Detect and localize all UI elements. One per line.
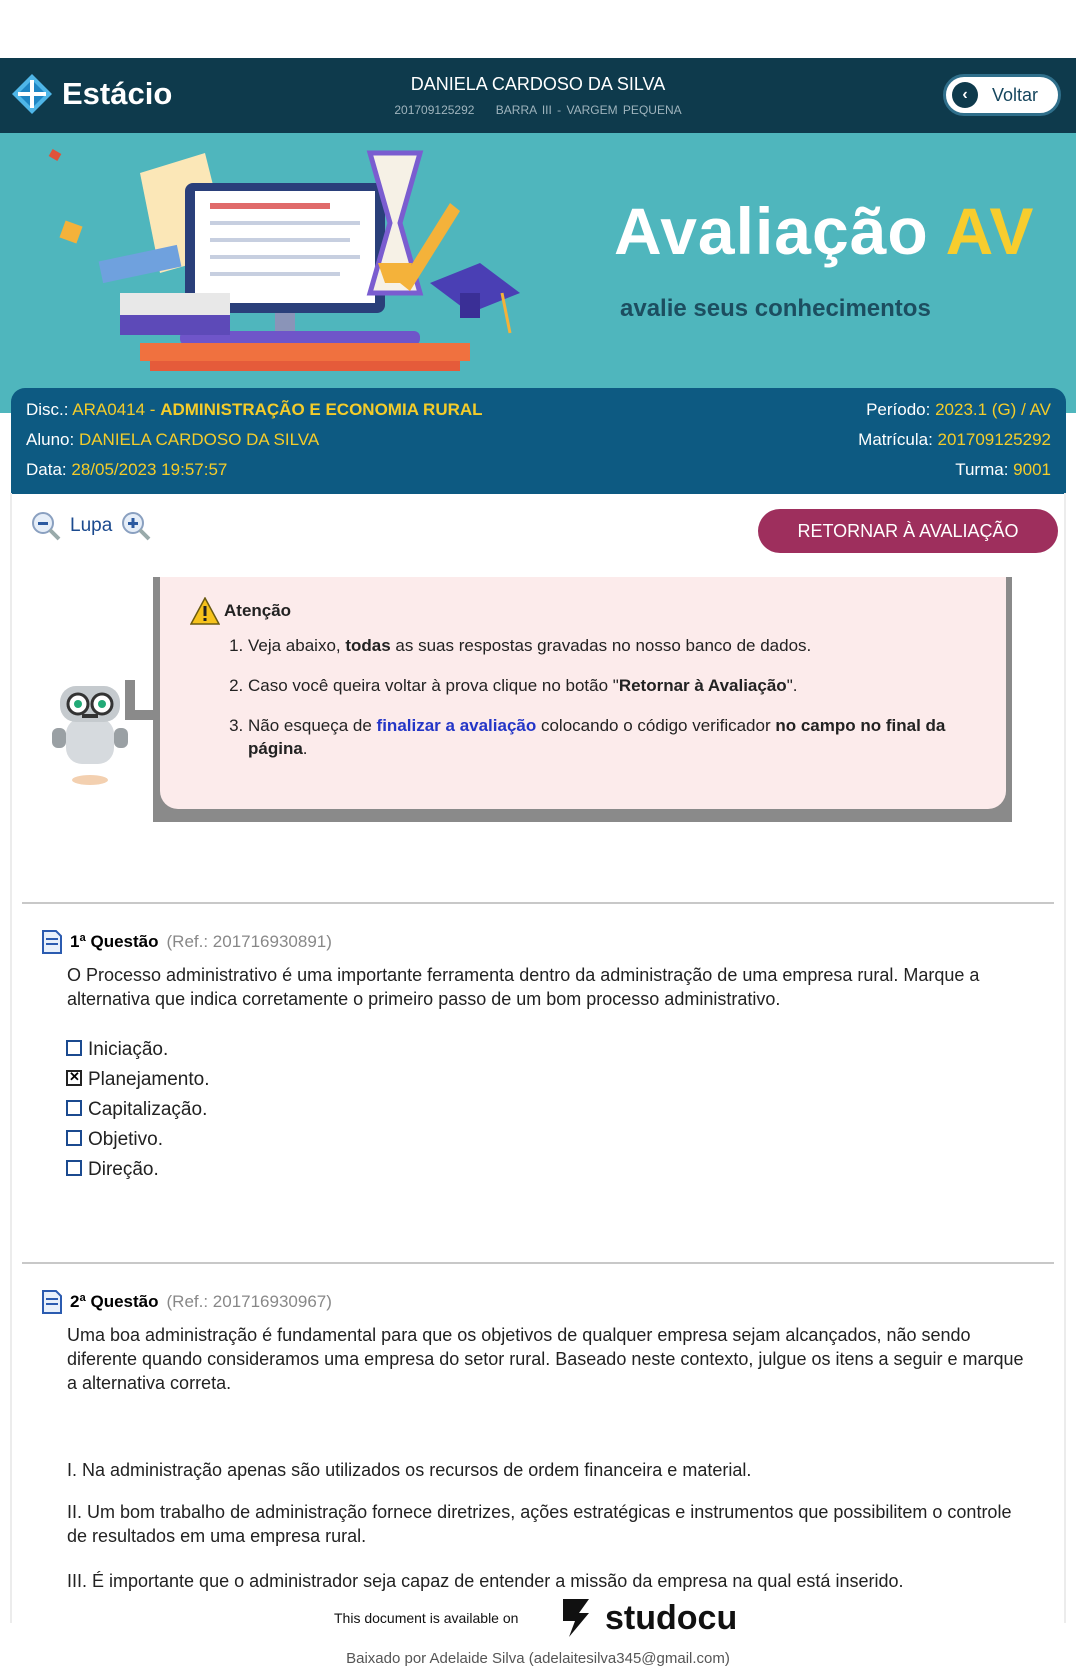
robot-mascot-icon <box>48 680 132 790</box>
student <box>26 430 319 456</box>
checkbox-checked[interactable] <box>66 1070 82 1086</box>
period-label: Período: <box>866 400 931 419</box>
question-1-options <box>66 1035 209 1185</box>
date-label: Data: <box>26 460 67 479</box>
option-planejamento[interactable] <box>66 1065 209 1095</box>
right-border <box>1064 493 1066 1623</box>
zoom-tools <box>30 510 152 542</box>
divider <box>22 1262 1054 1264</box>
question-2-header <box>42 1290 332 1314</box>
question-2-ref: (Ref.: 201716930967) <box>166 1292 332 1311</box>
studocu-wordmark: studocu <box>605 1598 738 1637</box>
attn3-middle: colocando o código verificador <box>536 716 776 735</box>
attn2-text: Caso você queira voltar à prova clique no botão " <box>248 676 619 695</box>
checkbox[interactable] <box>66 1160 82 1176</box>
option-objetivo[interactable] <box>66 1125 209 1155</box>
banner-title <box>614 193 1034 269</box>
discipline <box>26 400 483 426</box>
period-value: 2023.1 (G) / AV <box>935 400 1051 419</box>
brand-name: Estácio <box>62 76 173 111</box>
attention-list <box>220 634 948 777</box>
class-label: Turma: <box>955 460 1009 479</box>
banner-title-accent: AV <box>945 194 1035 268</box>
disc-label: Disc.: <box>26 400 69 419</box>
question-1-number: 1ª Questão <box>70 932 159 951</box>
document-icon <box>42 1290 62 1314</box>
checkbox[interactable] <box>66 1040 82 1056</box>
question-2-item-1: I. Na administração apenas são utilizados os recursos de ordem financeira e material. <box>67 1460 752 1480</box>
attn2-rest: ". <box>786 676 798 695</box>
attn3-text: Não esqueça de <box>248 716 377 735</box>
lupa-label: Lupa <box>70 515 113 536</box>
banner-title-main: Avaliação <box>614 194 929 268</box>
chevron-left-icon: ‹ <box>952 82 978 108</box>
question-1-header <box>42 930 332 954</box>
disc-code: ARA0414 - <box>72 400 161 419</box>
attention-item-3 <box>248 714 948 760</box>
attn1-rest: as suas respostas gravadas no nosso banco de dados. <box>390 636 812 655</box>
top-bar <box>0 58 1076 133</box>
attention-item-1 <box>248 634 948 657</box>
class-value: 9001 <box>1013 460 1051 479</box>
banner-subtitle: avalie seus conhecimentos <box>620 295 931 322</box>
divider <box>22 902 1054 904</box>
enrollment-label: Matrícula: <box>858 430 933 449</box>
attn1-bold: todas <box>345 636 391 655</box>
back-button[interactable] <box>943 74 1061 116</box>
student-label: Aluno: <box>26 430 75 449</box>
back-label: Voltar <box>992 84 1039 105</box>
student-value: DANIELA CARDOSO DA SILVA <box>78 430 320 449</box>
studocu-logo[interactable] <box>553 1595 737 1641</box>
studocu-notice: This document is available on <box>334 1610 519 1626</box>
option-label: Capitalização. <box>88 1099 208 1120</box>
option-label: Planejamento. <box>88 1069 210 1090</box>
warning-icon <box>190 597 220 625</box>
attn1-text: Veja abaixo, <box>248 636 346 655</box>
attention-box <box>160 577 1006 809</box>
option-iniciacao[interactable] <box>66 1035 209 1065</box>
question-1-ref: (Ref.: 201716930891) <box>166 932 332 951</box>
zoom-out-icon[interactable] <box>30 510 62 542</box>
class <box>955 460 1051 486</box>
left-border <box>10 493 12 1623</box>
campus: BARRA III - VARGEM PEQUENA <box>495 103 682 117</box>
question-2-item-2: II. Um bom trabalho de administração fornece diretrizes, ações estratégicas e instrumentos que possibilitem o controle de resultados em uma empresa rural. <box>67 1502 1012 1546</box>
attn3-end: . <box>302 739 308 758</box>
attention-item-2 <box>248 674 948 697</box>
option-capitalizacao[interactable] <box>66 1095 209 1125</box>
student-name: DANIELA CARDOSO DA SILVA <box>410 74 666 94</box>
date <box>26 460 227 486</box>
option-label: Direção. <box>88 1159 159 1180</box>
enrollment-value: 201709125292 <box>937 430 1051 449</box>
attn2-bold: Retornar à Avaliação <box>618 676 787 695</box>
zoom-in-icon[interactable] <box>120 510 152 542</box>
period <box>866 400 1051 426</box>
question-2-item-3: III. É importante que o administrador seja capaz de entender a missão da empresa na qual está inserido. <box>67 1571 904 1591</box>
study-illustration <box>40 143 600 383</box>
question-2-text: Uma boa administração é fundamental para que os objetivos de qualquer empresa sejam alcançados, não sendo diferente quando consideramos uma empresa do setor rural. Baseado neste contexto, julgue os itens a seguir e marque a alternativa correta. <box>67 1325 1024 1393</box>
exam-info-box <box>11 388 1066 494</box>
attention-title <box>190 597 291 625</box>
checkbox[interactable] <box>66 1100 82 1116</box>
student-header <box>0 74 1076 117</box>
document-icon <box>42 930 62 954</box>
downloaded-by: Baixado por Adelaide Silva (adelaitesilva345@gmail.com) <box>346 1650 730 1667</box>
question-2-number: 2ª Questão <box>70 1292 159 1311</box>
enrollment <box>858 430 1051 456</box>
student-id: 201709125292 <box>394 103 475 117</box>
attention-frame <box>153 577 1012 822</box>
option-label: Objetivo. <box>88 1129 163 1150</box>
return-to-exam-button[interactable]: RETORNAR À AVALIAÇÃO <box>758 509 1058 553</box>
checkbox[interactable] <box>66 1130 82 1146</box>
attn3-bold: no campo no final da página <box>248 716 946 758</box>
finalize-link[interactable]: finalizar a avaliação <box>376 716 537 735</box>
option-label: Iniciação. <box>88 1039 169 1060</box>
question-1-text: O Processo administrativo é uma importante ferramenta dentro da administração de uma empresa rural. Marque a alternativa que indica corretamente o primeiro passo de um bom processo administrativo. <box>67 965 980 1009</box>
disc-name: ADMINISTRAÇÃO E ECONOMIA RURAL <box>160 400 483 419</box>
attention-title-text: Atenção <box>224 601 292 620</box>
banner <box>0 133 1076 413</box>
studocu-logo-icon <box>553 1595 599 1641</box>
option-direcao[interactable] <box>66 1155 209 1185</box>
date-value: 28/05/2023 19:57:57 <box>71 460 228 479</box>
